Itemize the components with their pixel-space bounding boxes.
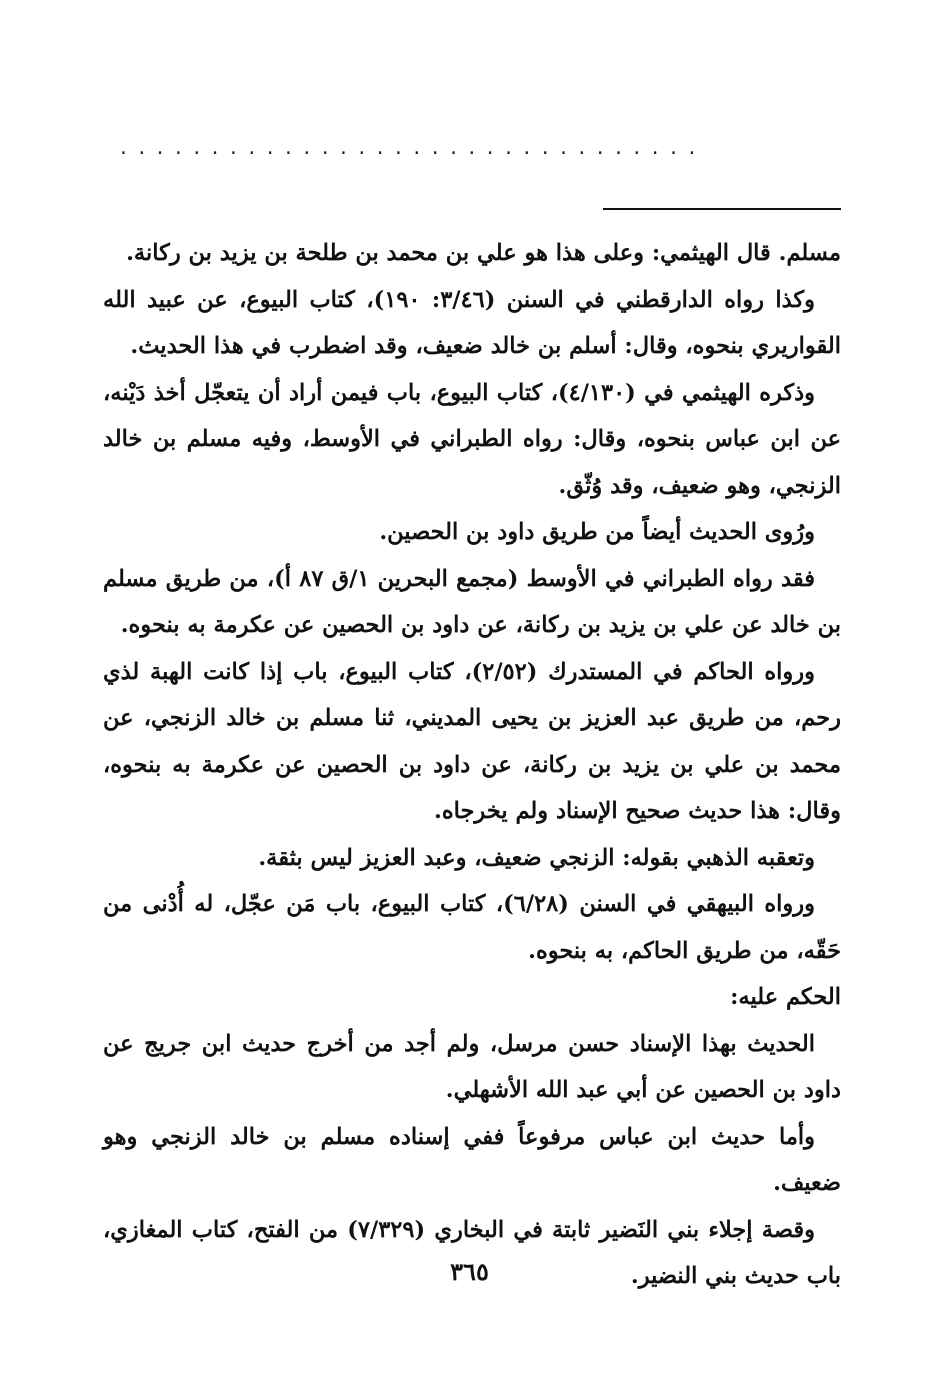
paragraph: وتعقبه الذهبي بقوله: الزنجي ضعيف، وعبد العزيز ليس بثقة. [258, 844, 815, 871]
ruling-heading: الحكم عليه: [730, 984, 841, 1010]
ruling-paragraph: وأما حديث ابن عباس مرفوعاً ففي إسناده مسلم بن خالد الزنجي وهو ضعيف. [103, 1123, 841, 1196]
paragraph: فقد رواه الطبراني في الأوسط (مجمع البحرين ١/ق ٨٧ أ)، من طريق مسلم بن خالد عن علي بن يزيد بن ركانة، عن داود بن الحصين عن عكرمة به بنحوه. [103, 565, 841, 638]
ruling-paragraph: وقصة إجلاء بني النَضير ثابتة في البخاري (٧/٣٢٩) من الفتح، كتاب المغازي، باب حديث بني النضير. [103, 1216, 841, 1289]
footnote-rule [603, 208, 841, 210]
paragraph: ورواه البيهقي في السنن (٦/٢٨)، كتاب البيوع، باب مَن عجّل، له أُدْنى من حَقّه، من طريق الحاكم، به بنحوه. [103, 891, 841, 964]
paragraph: ورُوى الحديث أيضاً من طريق داود بن الحصين. [379, 519, 815, 545]
paragraph: وكذا رواه الدارقطني في السنن (٣/٤٦: ١٩٠)، كتاب البيوع، عن عبيد الله القواريري بنحوه، وقال: أسلم بن خالد ضعيف، وقد اضطرب في هذا الحديث. [103, 286, 841, 359]
ruling-paragraph: الحديث بهذا الإسناد حسن مرسل، ولم أجد من أخرج حديث ابن جريج عن داود بن الحصين عن أبي عبد الله الأشهلي. [103, 1030, 841, 1103]
separator-dots: ................................ [118, 138, 705, 159]
paragraph: ورواه الحاكم في المستدرك (٢/٥٢)، كتاب البيوع، باب إذا كانت الهبة لذي رحم، من طريق عبد العزيز بن يحيى المديني، ثنا مسلم بن خالد الزنجي، عن محمد بن علي بن يزيد بن ركانة، عن داود بن الحصين عن عكرمة به بنحوه، وقال: هذا حديث صحيح الإسناد ولم يخرجاه. [103, 658, 841, 824]
paragraph: وذكره الهيثمي في (٤/١٣٠)، كتاب البيوع، باب فيمن أراد أن يتعجّل أخذ دَيْنه، عن ابن عباس بنحوه، وقال: رواه الطبراني في الأوسط، وفيه مسلم بن خالد الزنجي، وهو ضعيف، وقد وُثّق. [103, 379, 841, 499]
page-number: ٣٦٥ [450, 1257, 489, 1286]
paragraph: مسلم. قال الهيثمي: وعلى هذا هو علي بن محمد بن طلحة بن يزيد بن ركانة. [126, 240, 841, 266]
page-body [103, 230, 841, 1300]
